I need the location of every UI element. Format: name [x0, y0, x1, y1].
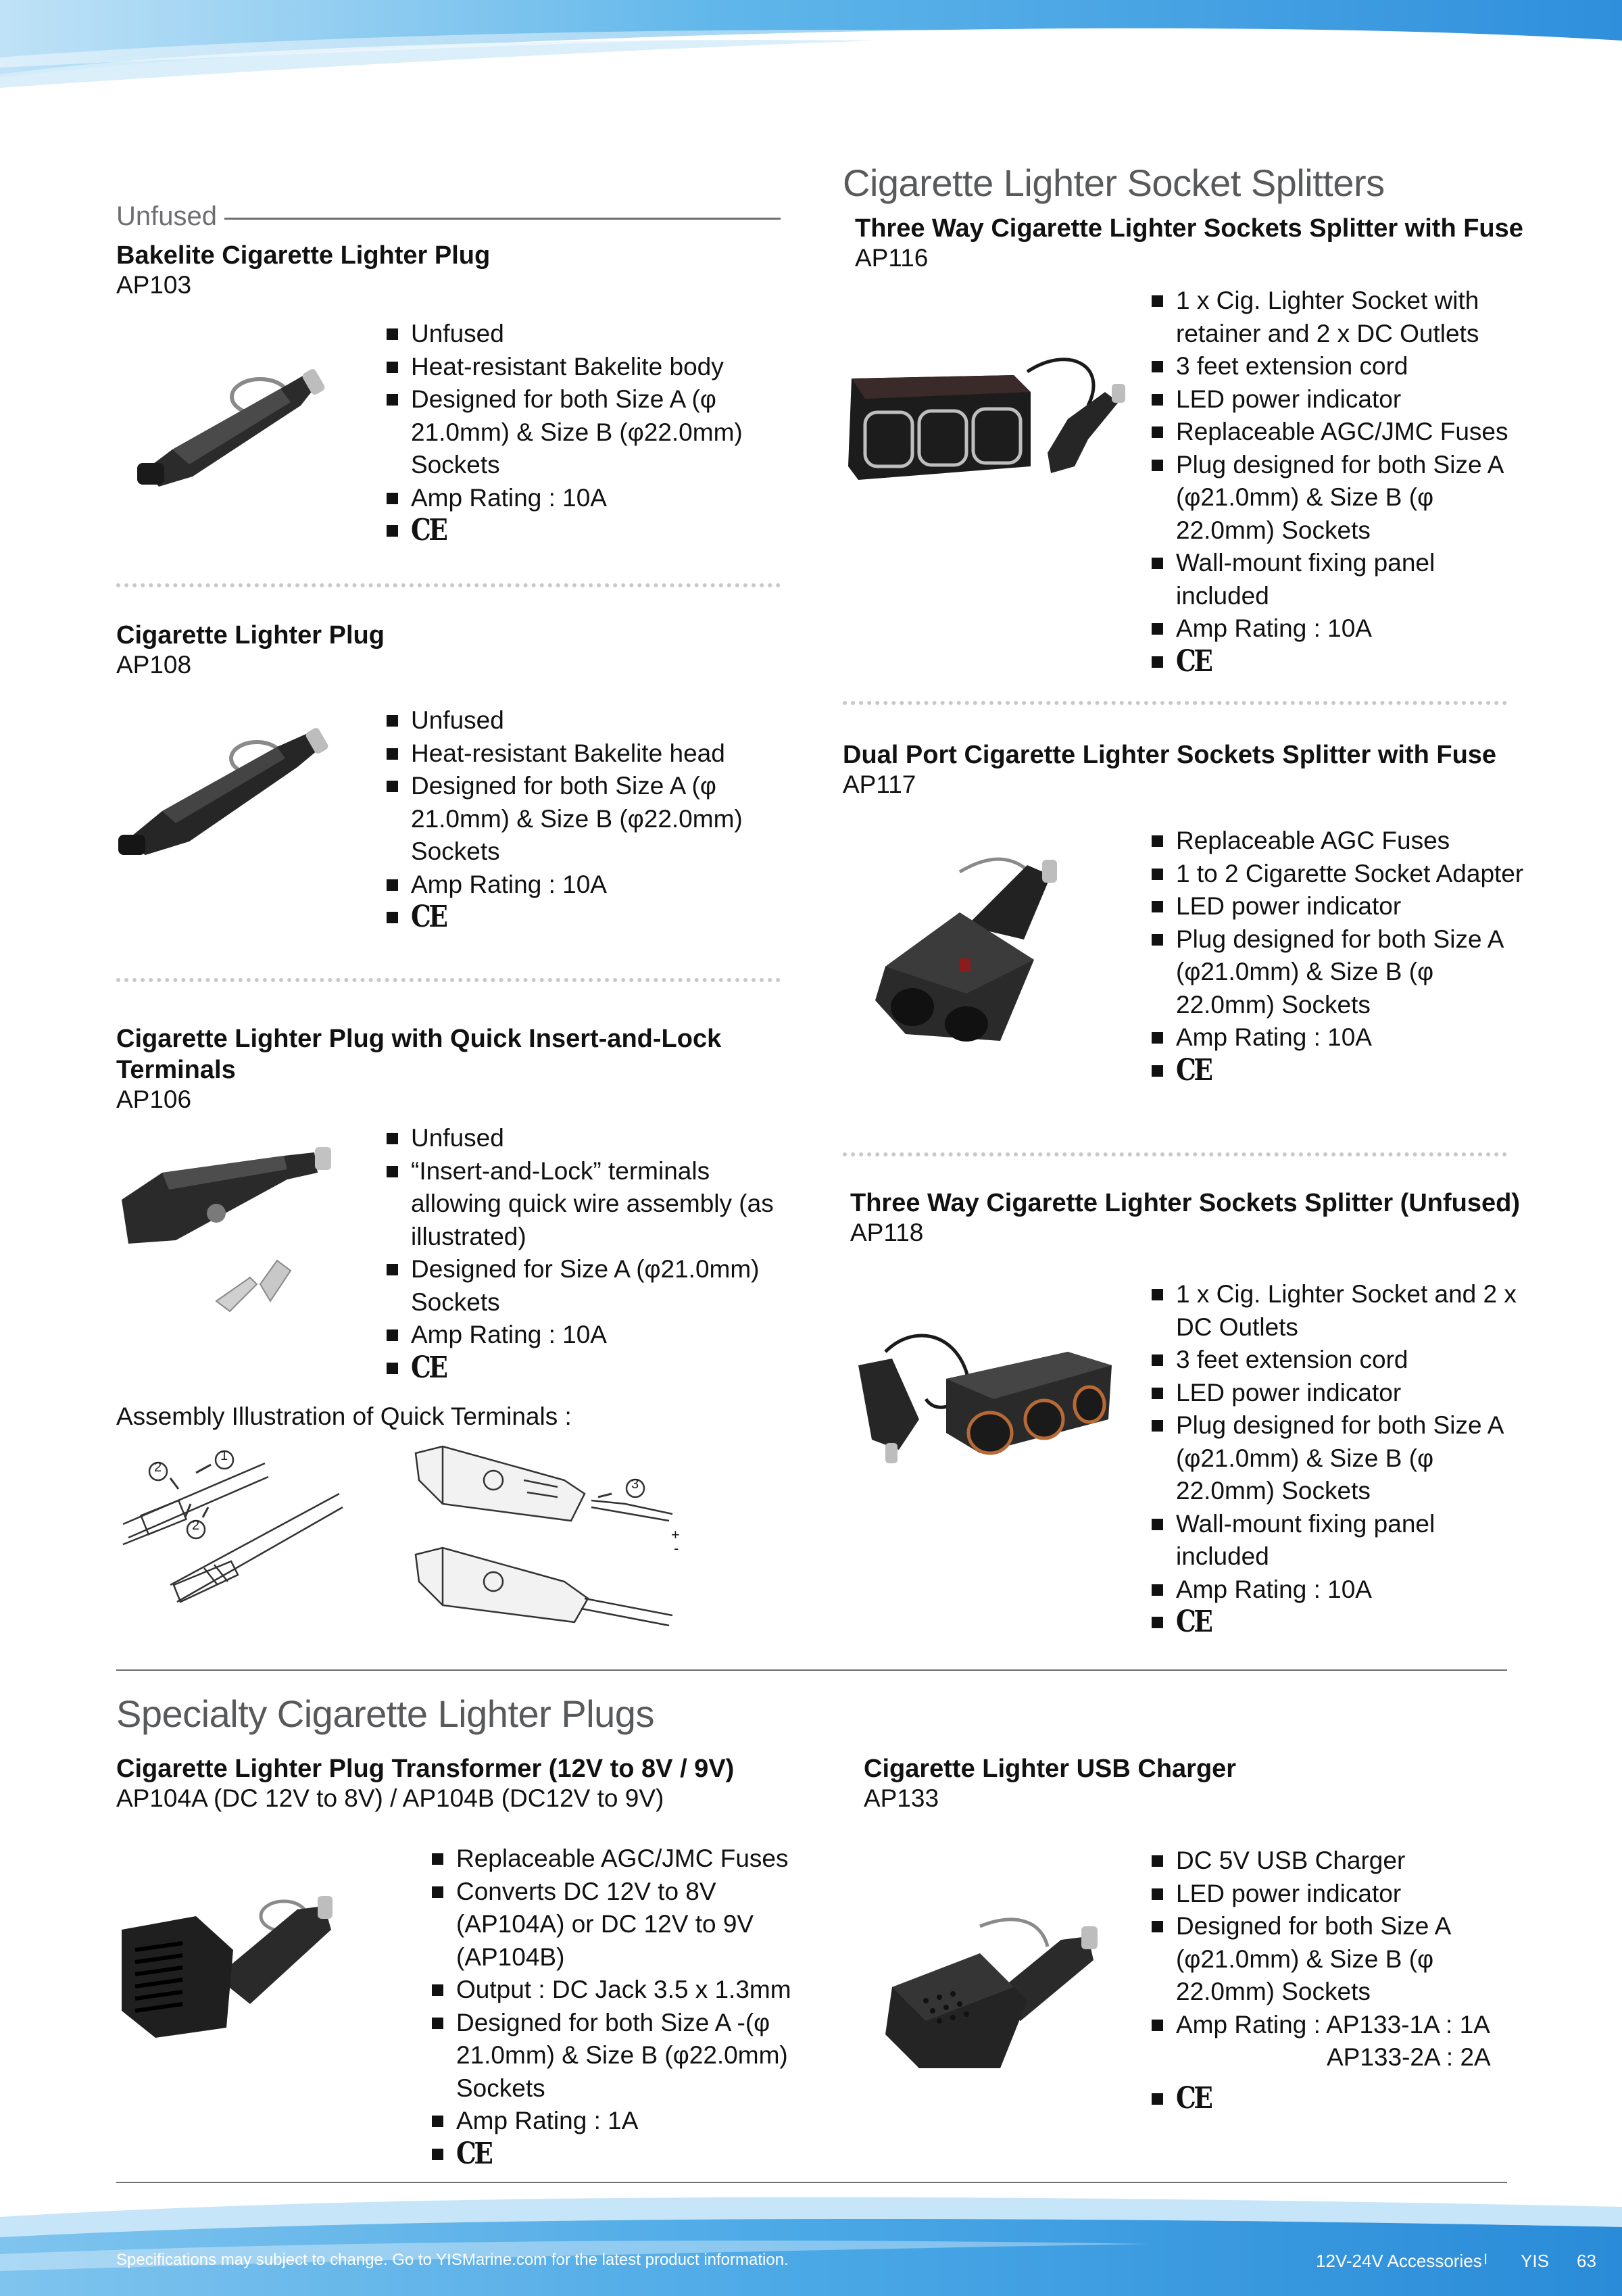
product-photo-ap133 [879, 1899, 1122, 2082]
product-title-ap133: Cigarette Lighter USB Charger [864, 1755, 1237, 1783]
ce-mark-icon: CE [411, 900, 446, 934]
ce-mark-item [1149, 1606, 1527, 1640]
product-code-ap118: AP118 [850, 1219, 924, 1246]
feature-item: Amp Rating : 10A [384, 482, 789, 515]
product-photo-ap104 [115, 1876, 351, 2045]
section-title-splitters: Cigarette Lighter Socket Splitters [843, 162, 1385, 204]
feature-item: Plug designed for both Size A (φ21.0mm) & Size B (φ 22.0mm) Sockets [1149, 449, 1527, 547]
product-code-ap133: AP133 [864, 1784, 939, 1812]
polarity-minus: - [674, 1540, 679, 1557]
feature-item: Unfused [384, 704, 789, 737]
assembly-illustration-label: Assembly Illustration of Quick Terminals : [116, 1402, 572, 1430]
feature-list-ap116 [1149, 285, 1527, 679]
section-divider [116, 1669, 1507, 1671]
feature-item: LED power indicator [1149, 1377, 1527, 1410]
feature-item: LED power indicator [1149, 890, 1527, 923]
ce-mark-icon: CE [1176, 643, 1211, 679]
footer-brand: YIS [1521, 2251, 1549, 2271]
product-code-ap106: AP106 [116, 1085, 192, 1113]
feature-item: Designed for both Size A (φ21.0mm) & Size B (φ 22.0mm) Sockets [1149, 1910, 1527, 2009]
feature-item: Wall-mount fixing panel included [1149, 547, 1527, 612]
ce-mark-item [1149, 1054, 1527, 1089]
subheading-rule [224, 218, 781, 220]
footer-disclaimer: Specifications may subject to change. Go to YISMarine.com for the latest product information. [116, 2251, 789, 2269]
product-code-ap117: AP117 [843, 771, 916, 798]
ce-mark-item [429, 2138, 808, 2172]
ce-mark-icon: CE [1176, 1605, 1211, 1639]
product-title-ap104: Cigarette Lighter Plug Transformer (12V to 8V / 9V) [116, 1755, 735, 1783]
feature-list-ap104 [429, 1842, 808, 2172]
feature-list-ap133 [1149, 1845, 1527, 2116]
feature-item: 1 x Cig. Lighter Socket and 2 x DC Outlets [1149, 1278, 1527, 1344]
feature-list-ap108 [384, 704, 789, 935]
page-number: 63 [1577, 2251, 1596, 2271]
product-code-ap104: AP104A (DC 12V to 8V) / AP104B (DC12V to 9V) [116, 1784, 664, 1812]
ce-mark-icon: CE [1176, 1052, 1211, 1088]
feature-item: Designed for Size A (φ21.0mm) Sockets [384, 1253, 789, 1319]
ce-mark-item [1149, 645, 1527, 680]
feature-item: Amp Rating : 10A [1149, 612, 1527, 645]
feature-item: Amp Rating : 10A [1149, 1573, 1527, 1607]
feature-item: Amp Rating : 10A [384, 1319, 789, 1352]
terminal-assembly-diagram [116, 1443, 346, 1619]
ce-mark-icon: CE [411, 1350, 446, 1385]
product-code-ap116: AP116 [855, 244, 929, 272]
feature-item: Unfused [384, 318, 789, 351]
ce-mark-item [384, 901, 789, 935]
header-wave-band [0, 0, 1622, 95]
product-title-ap118: Three Way Cigarette Lighter Sockets Splitter (Unfused) [850, 1189, 1520, 1217]
feature-item: Amp Rating : AP133-1A : 1A [1149, 2009, 1527, 2042]
feature-list-ap103 [384, 318, 789, 549]
polarity-plus: + [671, 1526, 680, 1543]
footer-divider [116, 2182, 1507, 2183]
product-title-ap103: Bakelite Cigarette Lighter Plug [116, 241, 491, 270]
section-title-specialty: Specialty Cigarette Lighter Plugs [116, 1692, 654, 1735]
feature-item: Designed for both Size A (φ 21.0mm) & Size B (φ22.0mm) Sockets [384, 770, 789, 869]
product-photo-ap117 [865, 845, 1081, 1054]
feature-list-ap117 [1149, 825, 1527, 1088]
feature-item: 1 to 2 Cigarette Socket Adapter [1149, 858, 1527, 891]
product-title-ap108: Cigarette Lighter Plug [116, 621, 385, 650]
product-code-ap108: AP108 [116, 651, 192, 679]
dotted-divider [843, 701, 1507, 705]
callout-1: 1 [220, 1448, 228, 1463]
ce-mark-icon: CE [1176, 2080, 1211, 2116]
callout-3: 3 [631, 1477, 639, 1492]
product-title-ap116: Three Way Cigarette Lighter Sockets Splitter with Fuse [855, 214, 1523, 243]
product-code-ap103: AP103 [116, 271, 192, 299]
feature-item: Amp Rating : 1A [429, 2105, 808, 2138]
feature-item: Wall-mount fixing panel included [1149, 1508, 1527, 1573]
feature-item: Replaceable AGC/JMC Fuses [1149, 416, 1527, 449]
feature-item: Converts DC 12V to 8V (AP104A) or DC 12V to 9V (AP104B) [429, 1876, 808, 1974]
feature-item: Replaceable AGC Fuses [1149, 825, 1527, 858]
feature-item: Unfused [384, 1122, 789, 1155]
feature-item: Plug designed for both Size A (φ21.0mm) & Size B (φ 22.0mm) Sockets [1149, 1409, 1527, 1508]
feature-item: Amp Rating : 10A [1149, 1021, 1527, 1054]
feature-item: DC 5V USB Charger [1149, 1845, 1527, 1878]
feature-item: Designed for both Size A (φ 21.0mm) & Size B (φ22.0mm) Sockets [384, 383, 789, 482]
product-photo-ap108 [115, 710, 351, 858]
feature-item: Heat-resistant Bakelite head [384, 737, 789, 771]
feature-item: Amp Rating : 10A [384, 869, 789, 902]
feature-list-ap118 [1149, 1278, 1527, 1640]
feature-item: 1 x Cig. Lighter Socket with retainer and 2 x DC Outlets [1149, 285, 1527, 350]
feature-item: 3 feet extension cord [1149, 1344, 1527, 1377]
footer-separator: I [1483, 2251, 1488, 2268]
ce-mark-item [1149, 2082, 1527, 2117]
feature-item: Designed for both Size A -(φ 21.0mm) & Size B (φ22.0mm) Sockets [429, 2007, 808, 2105]
feature-item: LED power indicator [1149, 383, 1527, 416]
product-title-ap117: Dual Port Cigarette Lighter Sockets Splitter with Fuse [843, 741, 1497, 769]
feature-item: 3 feet extension cord [1149, 350, 1527, 383]
feature-item: LED power indicator [1149, 1878, 1527, 1911]
ce-mark-item [384, 514, 789, 549]
callout-2: 2 [154, 1460, 162, 1475]
dotted-divider [116, 583, 781, 587]
footer-wave-band [0, 2190, 1622, 2296]
feature-list-ap106 [384, 1122, 789, 1386]
product-photo-ap106 [115, 1139, 358, 1342]
feature-item: Replaceable AGC/JMC Fuses [429, 1842, 808, 1876]
ce-mark-icon: CE [456, 2136, 491, 2171]
ce-mark-item [384, 1352, 789, 1386]
product-photo-ap118 [845, 1325, 1115, 1467]
product-title-ap106: Cigarette Lighter Plug with Quick Insert-and-Lock Terminals [116, 1025, 722, 1084]
ce-mark-icon: CE [411, 513, 446, 547]
callout-2b: 2 [192, 1518, 200, 1533]
feature-item: Plug designed for both Size A (φ21.0mm) & Size B (φ 22.0mm) Sockets [1149, 923, 1527, 1022]
product-photo-ap116 [845, 345, 1135, 500]
feature-item: Output : DC Jack 3.5 x 1.3mm [429, 1974, 808, 2007]
product-photo-ap103 [132, 348, 355, 493]
plug-assembly-diagram [402, 1440, 693, 1629]
feature-item: Heat-resistant Bakelite body [384, 351, 789, 384]
dotted-divider [843, 1152, 1507, 1156]
feature-item-continued: AP133-2A : 2A [1327, 2043, 1491, 2071]
dotted-divider [116, 978, 781, 982]
feature-item: “Insert-and-Lock” terminals allowing quick wire assembly (as illustrated) [384, 1155, 789, 1254]
footer-category: 12V-24V Accessories [1316, 2251, 1482, 2271]
unfused-subheading: Unfused [116, 201, 217, 231]
